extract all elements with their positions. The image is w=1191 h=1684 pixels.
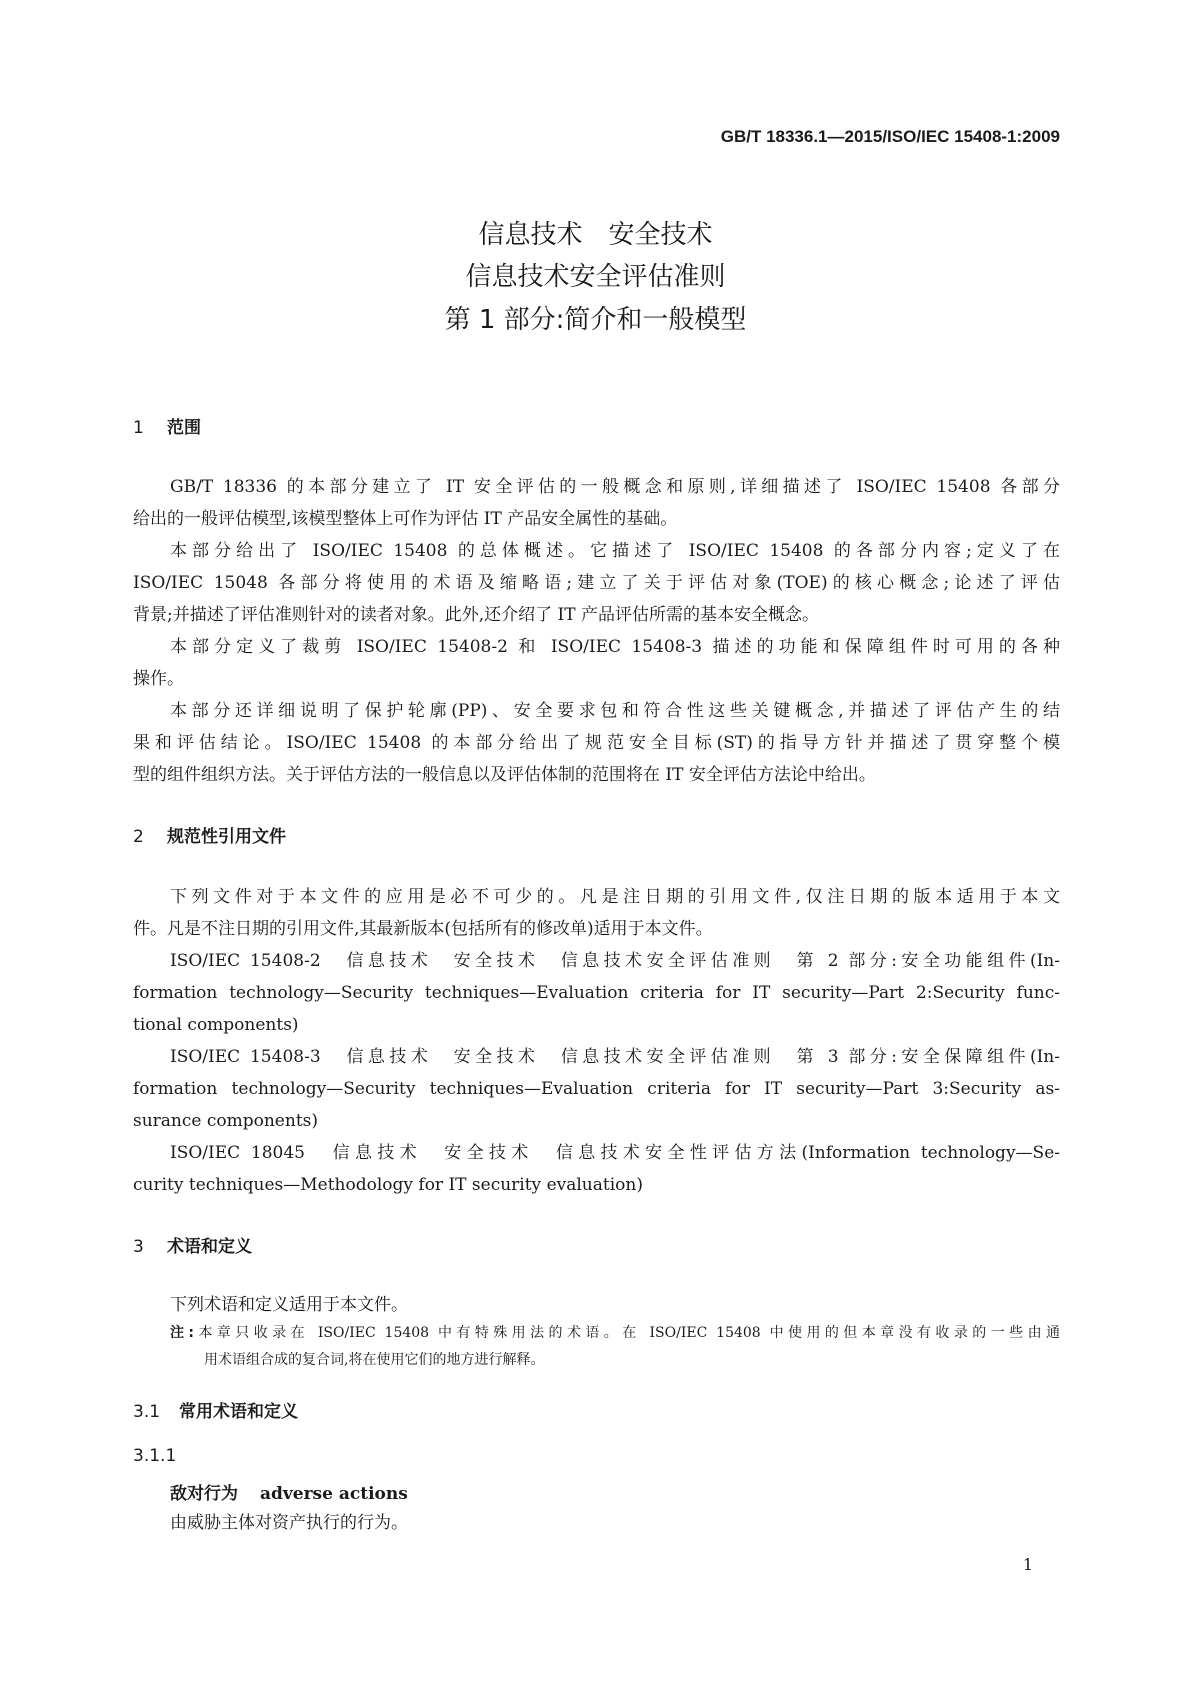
refs-line: curity techniques—Methodology for IT security evaluation) xyxy=(133,1175,643,1195)
refs-line: surance components) xyxy=(133,1111,319,1131)
section-title: 术语和定义 xyxy=(167,1237,252,1257)
title-line-3: 第 1 部分:简介和一般模型 xyxy=(444,305,747,335)
refs-line: tional components) xyxy=(133,1015,299,1035)
section-1-heading xyxy=(133,413,201,438)
refs-line: 件。凡是不注日期的引用文件,其最新版本(包括所有的修改单)适用于本文件。 xyxy=(133,919,713,939)
section-title: 常用术语和定义 xyxy=(179,1402,298,1422)
note-line-2: 用术语组合成的复合词,将在使用它们的地方进行解释。 xyxy=(204,1352,545,1368)
title-line-2: 信息技术安全评估准则 xyxy=(465,262,726,292)
title-line-1: 信息技术 安全技术 xyxy=(478,220,713,250)
section-number: 3 xyxy=(133,1237,144,1257)
scope-line: 给出的一般评估模型,该模型整体上可作为评估 IT 产品安全属性的基础。 xyxy=(133,509,678,529)
refs-line: 下列文件对于本文件的应用是必不可少的。凡是注日期的引用文件,仅注日期的版本适用于本文 xyxy=(170,887,1060,907)
scope-line: 操作。 xyxy=(133,669,184,689)
term-zh: 敌对行为 xyxy=(170,1484,238,1504)
note-text: 本章只收录在 ISO/IEC 15408 中有特殊用法的术语。在 ISO/IEC 15408 中使用的但本章没有收录的一些由通 xyxy=(194,1325,1060,1341)
scope-line: GB/T 18336 的本部分建立了 IT 安全评估的一般概念和原则,详细描述了 ISO/IEC 15408 各部分 xyxy=(170,477,1060,497)
scope-line: 背景;并描述了评估准则针对的读者对象。此外,还介绍了 IT 产品评估所需的基本安全概念。 xyxy=(133,605,819,625)
refs-line: ISO/IEC 15408-2 信息技术 安全技术 信息技术安全评估准则 第 2 部分:安全功能组件(In- xyxy=(170,951,1060,971)
scope-line: 本部分给出了 ISO/IEC 15408 的总体概述。它描述了 ISO/IEC 15408 的各部分内容;定义了在 xyxy=(170,541,1060,561)
section-3-heading xyxy=(133,1232,252,1257)
section-number: 3.1.1 xyxy=(133,1446,177,1466)
section-3-1-1-number xyxy=(133,1446,177,1466)
refs-line: formation technology—Security techniques—Evaluation criteria for IT security—Part 2:Security func- xyxy=(133,983,1060,1003)
refs-line: ISO/IEC 15408-3 信息技术 安全技术 信息技术安全评估准则 第 3 部分:安全保障组件(In- xyxy=(170,1047,1060,1067)
section-2-heading xyxy=(133,822,286,847)
page-number: 1 xyxy=(1022,1555,1033,1574)
section-title: 规范性引用文件 xyxy=(167,827,286,847)
refs-line: formation technology—Security techniques—Evaluation criteria for IT security—Part 3:Security as- xyxy=(133,1079,1060,1099)
scope-line: 本部分定义了裁剪 ISO/IEC 15408-2 和 ISO/IEC 15408-3 描述的功能和保障组件时可用的各种 xyxy=(170,637,1060,657)
term-heading xyxy=(170,1479,408,1504)
note-line-1 xyxy=(170,1323,1060,1343)
note-label: 注: xyxy=(170,1325,195,1341)
scope-line: 型的组件组织方法。关于评估方法的一般信息以及评估体制的范围将在 IT 安全评估方法论中给出。 xyxy=(133,765,876,785)
section-number: 3.1 xyxy=(133,1402,161,1422)
section-number: 2 xyxy=(133,827,144,847)
section-3-1-heading xyxy=(133,1397,298,1422)
refs-line: ISO/IEC 18045 信息技术 安全技术 信息技术安全性评估方法(Information technology—Se- xyxy=(170,1143,1060,1163)
scope-line: 本部分还详细说明了保护轮廓(PP)、安全要求包和符合性这些关键概念,并描述了评估产生的结 xyxy=(170,701,1060,721)
term-definition: 由威胁主体对资产执行的行为。 xyxy=(170,1513,408,1533)
standard-code-header: GB/T 18336.1—2015/ISO/IEC 15408-1:2009 xyxy=(720,127,1060,146)
term-en: adverse actions xyxy=(260,1484,408,1504)
section-title: 范围 xyxy=(167,418,201,438)
scope-line: 果和评估结论。ISO/IEC 15408 的本部分给出了规范安全目标(ST)的指导方针并描述了贯穿整个模 xyxy=(133,733,1060,753)
terms-intro: 下列术语和定义适用于本文件。 xyxy=(170,1295,408,1315)
section-number: 1 xyxy=(133,418,144,438)
scope-line: ISO/IEC 15048 各部分将使用的术语及缩略语;建立了关于评估对象(TOE)的核心概念;论述了评估 xyxy=(133,573,1060,593)
